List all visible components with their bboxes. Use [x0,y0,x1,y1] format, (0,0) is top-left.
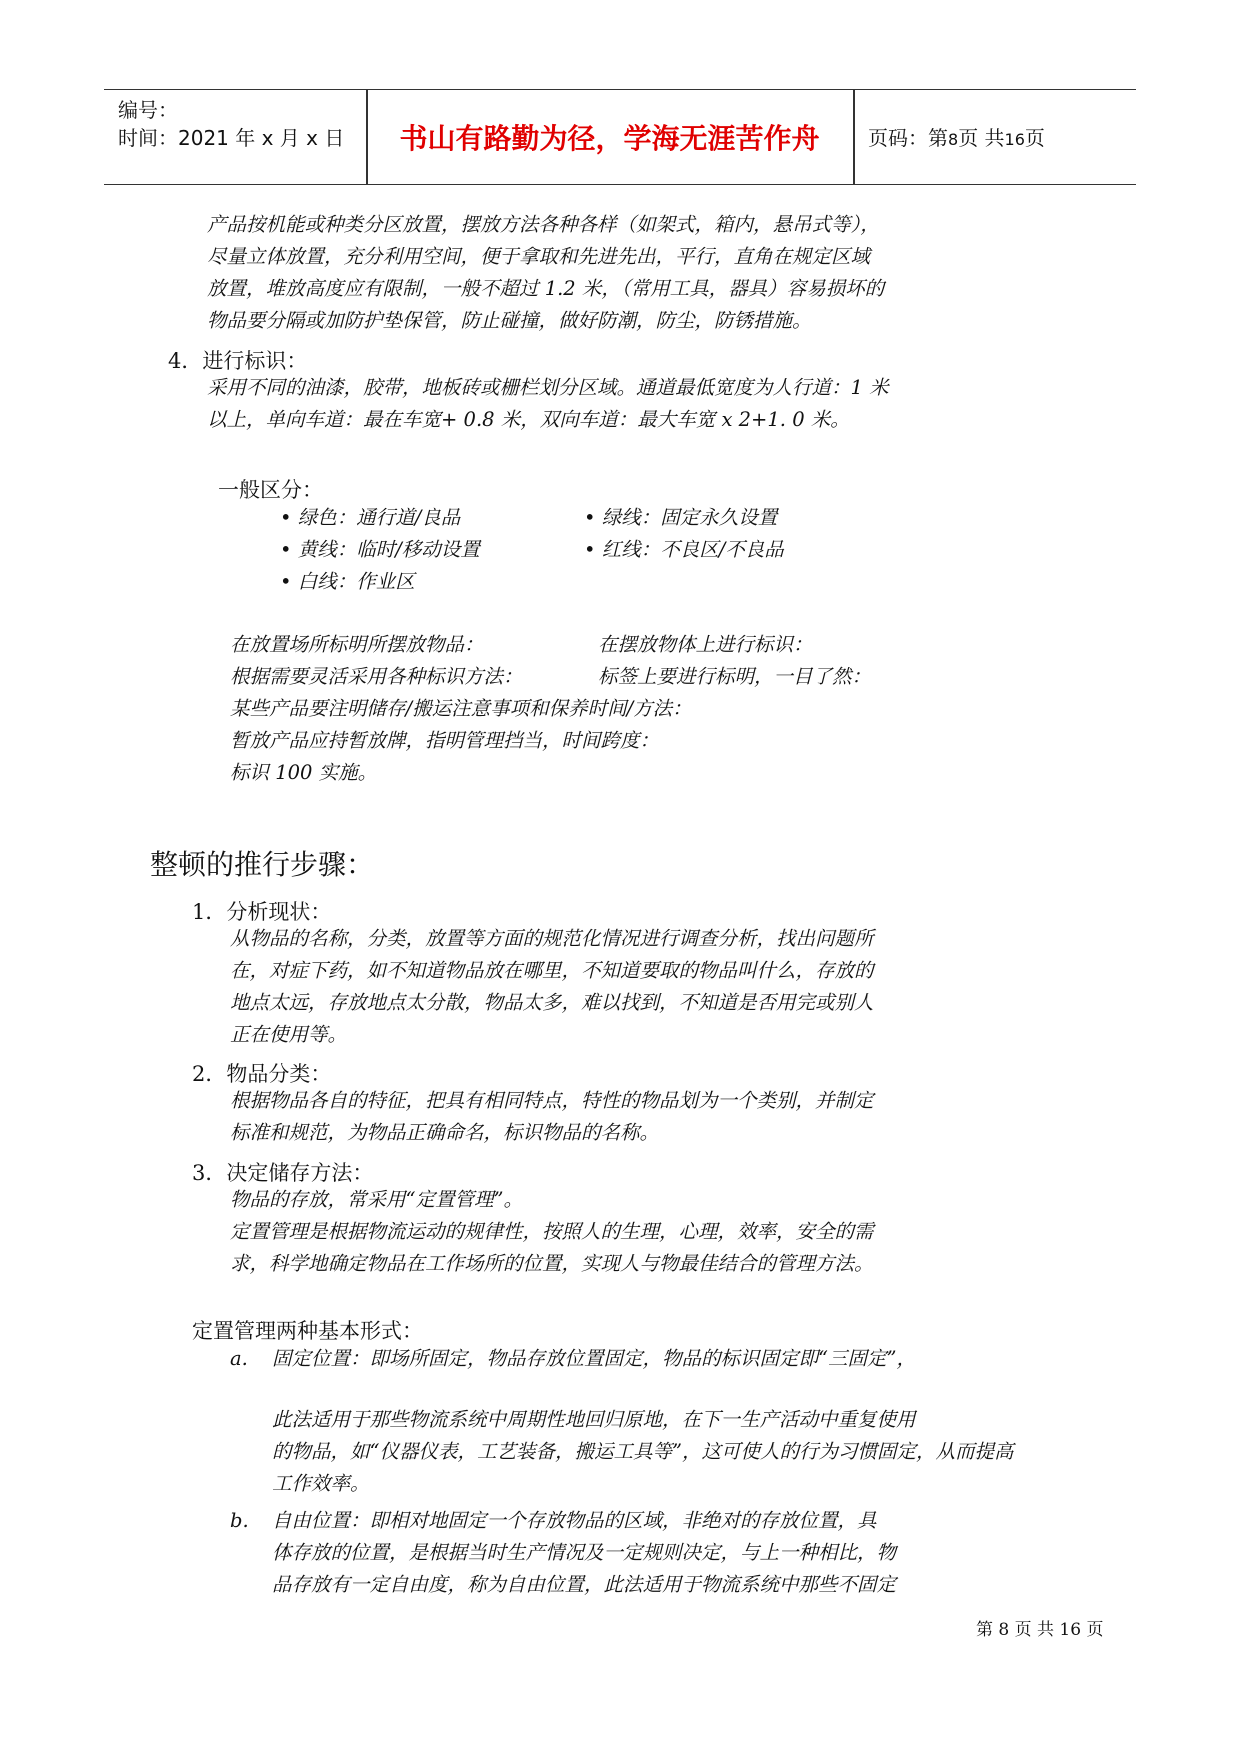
list-item: • 绿线：固定永久设置 [584,506,778,529]
list-item: • 白线：作业区 [280,570,415,593]
marking-line: 在放置场所标明所摆放物品： [230,633,484,656]
paragraph-line: 地点太远，存放地点太分散，物品太多，难以找到，不知道是否用完或别人 [230,991,874,1014]
paragraph-line: 求，科学地确定物品在工作场所的位置，实现人与物最佳结合的管理方法。 [230,1252,874,1275]
paragraph-line: 物品要分隔或加防护垫保管，防止碰撞，做好防潮，防尘，防锈措施。 [207,309,812,332]
list-item: • 红线：不良区/不良品 [584,538,784,561]
page-footer: 第 8 页 共 16 页 [976,1620,1104,1640]
marking-line: 暂放产品应持暂放牌，指明管理挡当，时间跨度： [230,729,660,752]
header-motto: 书山有路勤为径，学海无涯苦作舟 [399,122,820,155]
step1-title: 1．分析现状： [192,900,332,924]
marking-line: 标签上要进行标明，一目了然： [598,665,872,688]
page-suffix: 页 [1024,126,1045,150]
forms-title: 定置管理两种基本形式： [192,1319,423,1343]
paragraph-line: 在，对症下药，如不知道物品放在哪里，不知道要取的物品叫什么，存放的 [230,959,874,982]
header-divider [853,90,855,184]
page-total: 16 [1004,130,1025,149]
page-mid: 页 共 [958,126,1005,150]
step3-title: 3．决定储存方法： [192,1161,374,1185]
paragraph-line: 放置，堆放高度应有限制，一般不超过 1.2 米，（常用工具，器具）容易损坏的 [207,277,885,300]
paragraph-line: 品存放有一定自由度，称为自由位置，此法适用于物流系统中那些不固定 [272,1573,897,1596]
paragraph-line: 采用不同的油漆，胶带，地板砖或栅栏划分区域。通道最低宽度为人行道：1 米 [207,376,889,399]
paragraph-line: 工作效率。 [272,1472,370,1495]
paragraph-line: 的物品，如“仪器仪表，工艺装备，搬运工具等”，这可使人的行为习惯固定，从而提高 [272,1440,1014,1463]
header-page-number [868,122,1045,151]
paragraph-line: 根据物品各自的特征，把具有相同特点，特性的物品划为一个类别，并制定 [230,1089,874,1112]
marking-line: 标识 100 实施。 [230,761,378,784]
document-header [104,89,1136,185]
paragraph-line: 尽量立体放置，充分利用空间，便于拿取和先进先出，平行，直角在规定区域 [207,245,871,268]
paragraph-line: 从物品的名称，分类，放置等方面的规范化情况进行调查分析，找出问题所 [230,927,874,950]
paragraph-line: 体存放的位置，是根据当时生产情况及一定规则决定，与上一种相比，物 [272,1541,897,1564]
marking-line: 在摆放物体上进行标识： [598,633,813,656]
page-current: 8 [948,130,959,149]
marking-line: 某些产品要注明储存/搬运注意事项和保养时间/方法： [230,697,692,720]
paragraph-line: 标准和规范，为物品正确命名，标识物品的名称。 [230,1121,660,1144]
page-prefix: 页码：第 [868,126,948,150]
paragraph-line: 此法适用于那些物流系统中周期性地回归原地，在下一生产活动中重复使用 [272,1408,916,1431]
paragraph-line: 固定位置：即场所固定，物品存放位置固定，物品的标识固定即“三固定”， [272,1347,916,1370]
step2-title: 2．物品分类： [192,1062,332,1086]
paragraph-line: 产品按机能或种类分区放置，摆放方法各种各样（如架式，箱内，悬吊式等）， [207,213,880,236]
number-label: 编号： [118,98,178,122]
paragraph-line: 自由位置：即相对地固定一个存放物品的区域，非绝对的存放位置，具 [272,1509,877,1532]
form-b-label: b. [230,1509,249,1532]
paragraph-line: 物品的存放，常采用“定置管理”。 [230,1188,523,1211]
form-a-label: a. [230,1347,248,1370]
paragraph-line: 正在使用等。 [230,1023,348,1046]
list-item: • 绿色：通行道/良品 [280,506,461,529]
paragraph-line: 以上，单向车道：最在车宽+ 0.8 米，双向车道：最大车宽 x 2+1. 0 米。 [207,408,850,431]
time-label: 时间：2021 年 x 月 x 日 [118,126,345,150]
list-item: • 黄线：临时/移动设置 [280,538,480,561]
general-title: 一般区分： [218,478,323,502]
section-heading: 整顿的推行步骤： [150,848,375,881]
header-meta [118,96,344,152]
marking-line: 根据需要灵活采用各种标识方法： [230,665,523,688]
paragraph-line: 定置管理是根据物流运动的规律性，按照人的生理，心理，效率，安全的需 [230,1220,874,1243]
item4-title: 4．进行标识： [168,349,308,373]
